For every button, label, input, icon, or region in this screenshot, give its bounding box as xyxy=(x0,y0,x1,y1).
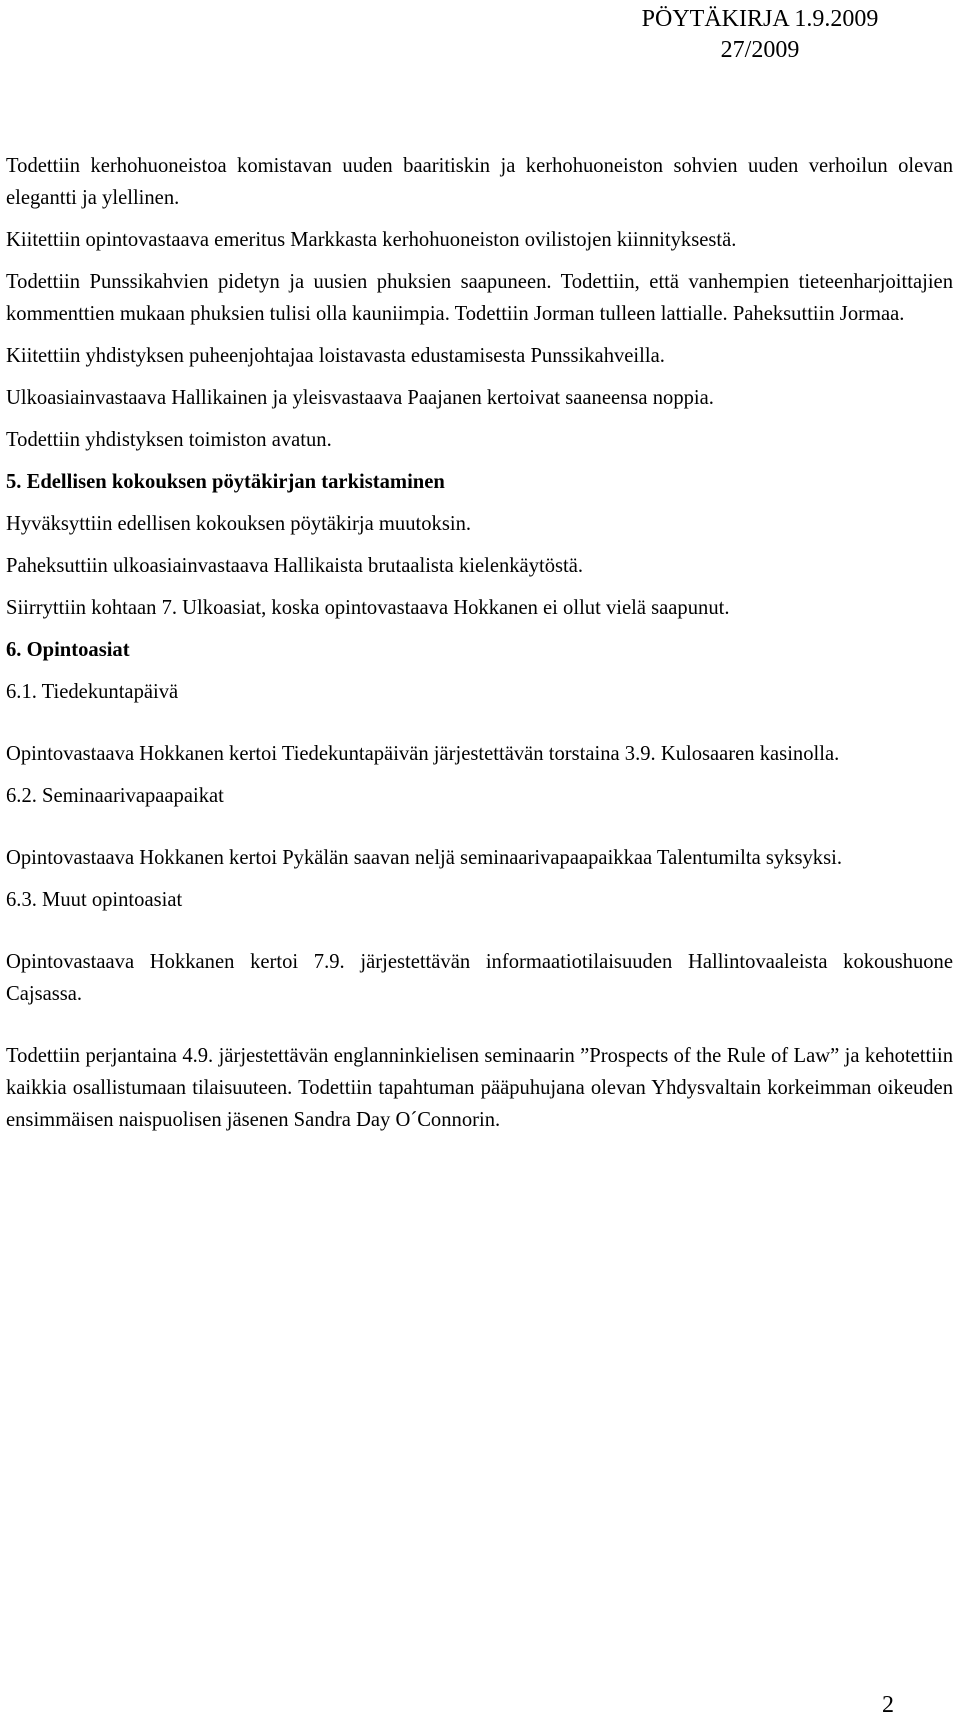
paragraph-seminar-seats: Opintovastaava Hokkanen kertoi Pykälän saavan neljä seminaarivapaapaikkaa Talentumilta syksyksi. xyxy=(6,847,842,869)
paragraph-moved-to-item-7: Siirryttiin kohtaan 7. Ulkoasiat, koska opintovastaava Hokkanen ei ollut vielä saapunut. xyxy=(6,597,730,619)
subsection-heading-6-3: 6.3. Muut opintoasiat xyxy=(6,889,183,911)
paragraph-door-trims: Kiitettiin opintovastaava emeritus Markkasta kerhohuoneiston ovilistojen kiinnityksestä. xyxy=(6,229,737,251)
document-header xyxy=(600,4,920,66)
paragraph-info-session: Opintovastaava Hokkanen kertoi 7.9. järjestettävän informaatiotilaisuuden Hallintovaaleista kokoushuone Cajsassa. xyxy=(6,951,953,1005)
section-heading-6: 6. Opintoasiat xyxy=(6,639,130,661)
paragraph-language-disapproval: Paheksuttiin ulkoasiainvastaava Hallikaista brutaalista kielenkäytöstä. xyxy=(6,555,584,577)
paragraph-chair-thanks: Kiitettiin yhdistyksen puheenjohtajaa loistavasta edustamisesta Punssikahveilla. xyxy=(6,345,665,367)
header-number: 27/2009 xyxy=(720,37,800,63)
section-heading-5: 5. Edellisen kokouksen pöytäkirjan tarkistaminen xyxy=(6,471,445,493)
paragraph-minutes-approved: Hyväksyttiin edellisen kokouksen pöytäkirja muutoksin. xyxy=(6,513,472,535)
page-number: 2 xyxy=(882,1692,894,1718)
document-body xyxy=(6,150,953,1136)
subsection-heading-6-1: 6.1. Tiedekuntapäivä xyxy=(6,681,179,703)
paragraph-credits: Ulkoasiainvastaava Hallikainen ja yleisvastaava Paajanen kertoivat saaneensa noppia. xyxy=(6,387,714,409)
paragraph-punssikahvit: Todettiin Punssikahvien pidetyn ja uusien phuksien saapuneen. Todettiin, että vanhempien tieteenharjoittajien kommenttien mukaan phuksien tulisi olla kauniimpia. Todettiin Jorman tulleen lattialle. Paheksuttiin Jormaa. xyxy=(6,271,953,325)
subsection-heading-6-2: 6.2. Seminaarivapaapaikat xyxy=(6,785,224,807)
header-title: PÖYTÄKIRJA 1.9.2009 xyxy=(641,6,879,32)
paragraph-office-opened: Todettiin yhdistyksen toimiston avatun. xyxy=(6,429,332,451)
paragraph-seminar-rule-of-law: Todettiin perjantaina 4.9. järjestettävän englanninkielisen seminaarin ”Prospects of the Rule of Law” ja kehotettiin kaikkia osallistumaan tilaisuuteen. Todettiin tapahtuman pääpuhujana olevan Yhdysvaltain korkeimman oikeuden ensimmäisen naispuolisen jäsenen Sandra Day O´Connorin. xyxy=(6,1045,953,1131)
paragraph-bar-counter: Todettiin kerhohuoneistoa komistavan uuden baaritiskin ja kerhohuoneiston sohvien uuden verhoilun olevan elegantti ja ylellinen. xyxy=(6,155,953,209)
paragraph-faculty-day: Opintovastaava Hokkanen kertoi Tiedekuntapäivän järjestettävän torstaina 3.9. Kulosaaren kasinolla. xyxy=(6,743,840,765)
